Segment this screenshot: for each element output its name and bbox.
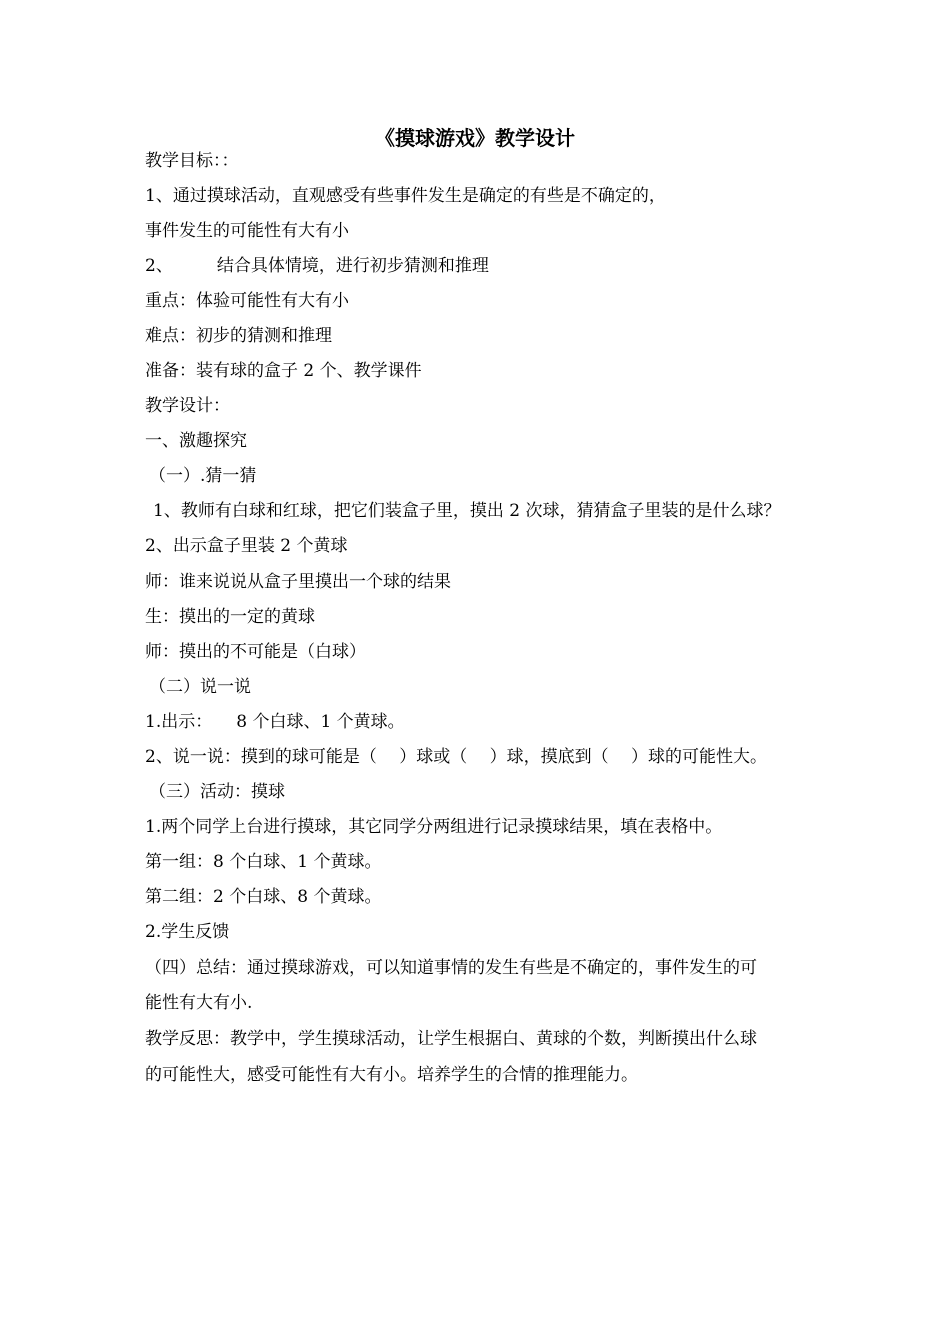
say-item-1-text: 8 个白球、1 个黄球。 — [236, 712, 405, 732]
objective-1-line-2: 事件发生的可能性有大有小 — [145, 221, 349, 241]
say-item-1-label: 1.出示： — [145, 712, 213, 732]
key-point: 重点：体验可能性有大有小 — [145, 291, 349, 311]
group-1: 第一组：8 个白球、1 个黄球。 — [145, 852, 382, 872]
subsection-say-heading: （二）说一说 — [149, 677, 251, 697]
summary-line-2: 能性有大有小. — [145, 993, 253, 1013]
reflection-line-1: 教学反思：教学中，学生摸球活动，让学生根据白、黄球的个数，判断摸出什么球 — [145, 1029, 757, 1049]
reflection-line-2: 的可能性大，感受可能性有大有小。培养学生的合情的推理能力。 — [145, 1065, 638, 1085]
activity-item-2: 2.学生反馈 — [145, 922, 230, 942]
teacher-line-2: 师：摸出的不可能是（白球） — [145, 642, 366, 662]
subsection-guess-heading: （一）.猜一猜 — [149, 466, 257, 486]
objective-2-number: 2、 — [145, 256, 173, 276]
activity-item-1: 1.两个同学上台进行摸球，其它同学分两组进行记录摸球结果，填在表格中。 — [145, 817, 723, 837]
objective-2-text: 结合具体情境，进行初步猜测和推理 — [216, 256, 489, 276]
student-line: 生：摸出的一定的黄球 — [145, 607, 315, 627]
difficult-point: 难点：初步的猜测和推理 — [145, 326, 332, 346]
say-item-1 — [145, 710, 405, 734]
guess-item-2: 2、出示盒子里装 2 个黄球 — [145, 536, 348, 556]
objective-1-line-1: 1、通过摸球活动，直观感受有些事件发生是确定的有些是不确定的， — [145, 186, 666, 206]
preparation: 准备：装有球的盒子 2 个、教学课件 — [145, 361, 422, 381]
teacher-line-1: 师：谁来说说从盒子里摸出一个球的结果 — [145, 572, 451, 592]
say-item-2: 2、说一说：摸到的球可能是（ ）球或（ ）球，摸底到（ ）球的可能性大。 — [145, 747, 768, 767]
document-title: 《摸球游戏》教学设计 — [375, 126, 575, 150]
guess-item-1: 1、教师有白球和红球，把它们装盒子里，摸出 2 次球，猜猜盒子里装的是什么球？ — [153, 501, 781, 521]
group-2: 第二组：2 个白球、8 个黄球。 — [145, 887, 382, 907]
subsection-activity-heading: （三）活动：摸球 — [149, 782, 285, 802]
objective-2 — [145, 254, 489, 278]
teaching-design-heading: 教学设计： — [145, 396, 230, 416]
teaching-objectives-heading: 教学目标：： — [145, 151, 239, 171]
summary-line-1: （四）总结：通过摸球游戏，可以知道事情的发生有些是不确定的，事件发生的可 — [145, 958, 757, 978]
section-1-heading: 一、激趣探究 — [145, 431, 247, 451]
